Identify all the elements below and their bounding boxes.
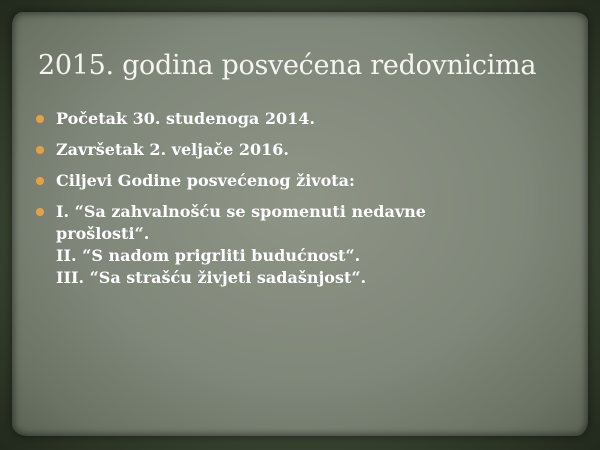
bullet-dot-icon [36, 146, 44, 154]
bullet-text: Početak 30. studenoga 2014. [56, 109, 315, 128]
goal-line-1: I. “Sa zahvalnošću se spomenuti nedavne [56, 202, 426, 221]
goal-line-3: III. “Sa strašću živjeti sadašnjost“. [56, 268, 367, 287]
bullet-item-goal-list [34, 201, 574, 289]
bullet-item-start [34, 108, 574, 130]
bullet-dot-icon [36, 115, 44, 123]
goal-line-1-cont: prošlosti“. [56, 224, 150, 243]
slide-background [12, 12, 588, 436]
bullet-text: Ciljevi Godine posvećenog života: [56, 171, 355, 190]
bullet-text: Završetak 2. veljače 2016. [56, 140, 289, 159]
bullet-item-end [34, 139, 574, 161]
bullet-dot-icon [36, 208, 44, 216]
slide-title: 2015. godina posvećena redovnicima [38, 50, 537, 81]
goal-line-2: II. “S nadom prigrliti budućnost“. [56, 246, 361, 265]
bullet-item-goals [34, 170, 574, 192]
bullet-list [34, 108, 574, 298]
bullet-dot-icon [36, 177, 44, 185]
